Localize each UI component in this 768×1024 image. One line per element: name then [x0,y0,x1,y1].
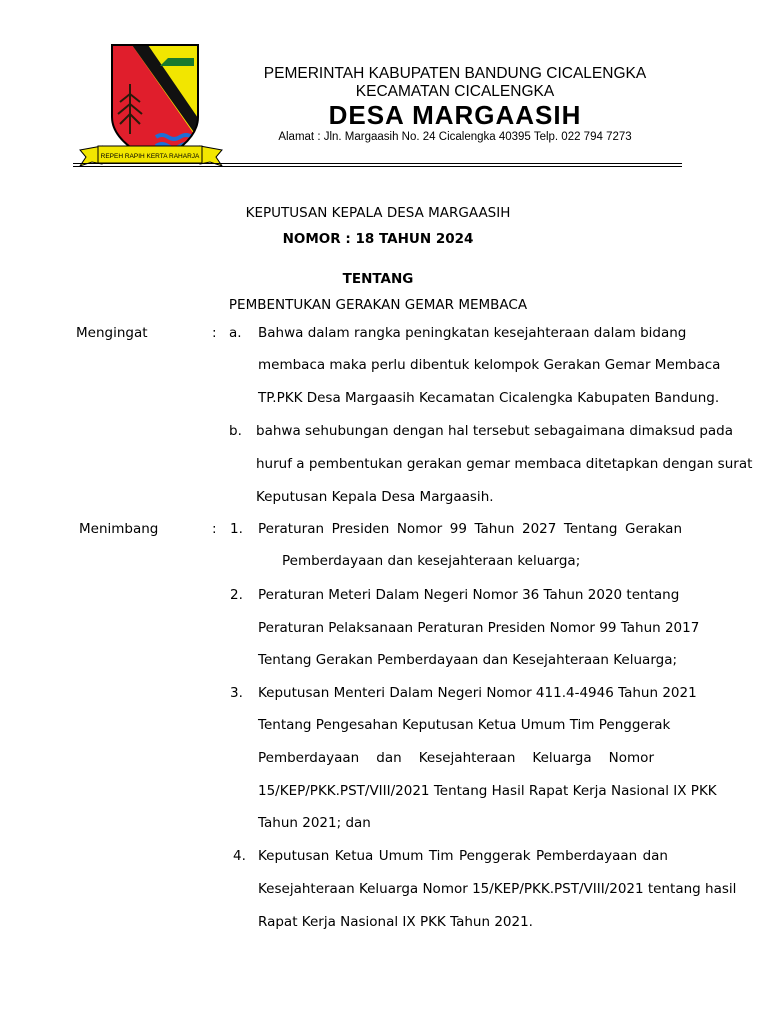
list-item-line: Bahwa dalam rangka peningkatan kesejahteraan dalam bidang [258,325,687,341]
list-item-line: Tentang Pengesahan Keputusan Ketua Umum Tim Penggerak [258,717,671,733]
section-colon: : [212,521,217,537]
list-marker: 4. [233,848,246,864]
list-marker: 3. [230,685,243,701]
list-item-line: Pemberdayaan dan kesejahteraan keluarga; [282,553,581,569]
list-item-line: 15/KEP/PKK.PST/VIII/2021 Tentang Hasil Rapat Kerja Nasional IX PKK [258,783,717,799]
list-item-line: Keputusan Menteri Dalam Negeri Nomor 411.4-4946 Tahun 2021 [258,685,697,701]
list-marker: 1. [230,521,243,537]
letterhead-rule-second [73,166,682,167]
decree-number: NOMOR : 18 TAHUN 2024 [282,231,474,247]
list-item-line: Keputusan Ketua Umum Tim Penggerak Pemberdayaan dan [258,848,668,864]
list-item-line: membaca maka perlu dibentuk kelompok Gerakan Gemar Membaca [258,357,721,373]
section-label-menimbang: Menimbang [79,521,159,537]
desa-emblem-logo [72,42,227,168]
list-item-line: Keputusan Kepala Desa Margaasih. [256,489,494,505]
list-item-line: huruf a pembentukan gerakan gemar membaca ditetapkan dengan surat [256,456,753,472]
letterhead-line-2: KECAMATAN CICALENGKA [355,83,555,100]
list-item-line: bahwa sehubungan dengan hal tersebut sebagaimana dimaksud pada [256,423,734,439]
list-item-line: Peraturan Pelaksanaan Peraturan Presiden Nomor 99 Tahun 2017 [258,620,700,636]
list-item-line: Tentang Gerakan Pemberdayaan dan Kesejahteraan Keluarga; [258,652,678,668]
list-marker: a. [229,325,242,341]
list-item-line: Peraturan Presiden Nomor 99 Tahun 2027 Tentang Gerakan [258,521,682,537]
decree-about-label: TENTANG [342,271,414,287]
list-item-line: Tahun 2021; dan [258,815,371,831]
list-item-line: Kesejahteraan Keluarga Nomor 15/KEP/PKK.PST/VIII/2021 tentang hasil [258,881,737,897]
decree-title: KEPUTUSAN KEPALA DESA MARGAASIH [245,205,511,221]
decree-subject: PEMBENTUKAN GERAKAN GEMAR MEMBACA [228,297,528,313]
list-item-line: Rapat Kerja Nasional IX PKK Tahun 2021. [258,914,533,930]
list-marker: b. [229,423,242,439]
letterhead-line-1: PEMERINTAH KABUPATEN BANDUNG CICALENGKA [263,65,647,82]
emblem-ribbon-text: REPEH RAPIH KERTA RAHARJA [100,153,200,160]
letterhead-village-name: DESA MARGAASIH [328,100,582,130]
letterhead-address: Alamat : Jln. Margaasih No. 24 Cicalengka 40395 Telp. 022 794 7273 [278,131,632,143]
list-item-line: TP.PKK Desa Margaasih Kecamatan Cicalengka Kabupaten Bandung. [258,390,720,406]
list-item-line: Peraturan Meteri Dalam Negeri Nomor 36 Tahun 2020 tentang [258,587,680,603]
list-marker: 2. [230,587,243,603]
section-label-mengingat: Mengingat [76,325,148,341]
list-item-line: Pemberdayaan dan Kesejahteraan Keluarga Nomor [258,750,654,766]
letterhead-rule-thin [73,163,682,164]
section-colon: : [212,325,217,341]
